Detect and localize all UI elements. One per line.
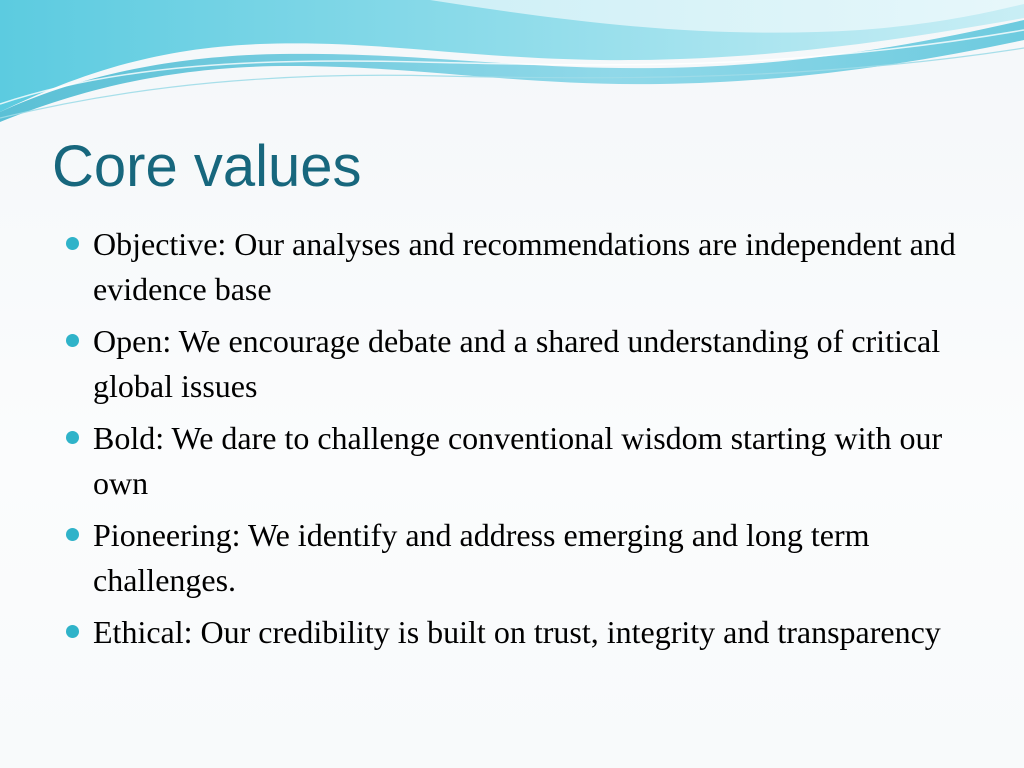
bullet-dot-icon xyxy=(66,334,79,347)
bullet-dot-icon xyxy=(66,625,79,638)
bullet-text: Ethical: Our credibility is built on trust, integrity and transparency xyxy=(93,614,941,650)
bullet-text: Open: We encourage debate and a shared understanding of critical global issues xyxy=(93,323,941,404)
bullet-dot-icon xyxy=(66,237,79,250)
bullet-list xyxy=(64,222,964,662)
bullet-item-open xyxy=(64,319,964,409)
bullet-text: Bold: We dare to challenge conventional wisdom starting with our own xyxy=(93,420,943,501)
bullet-text: Objective: Our analyses and recommendations are independent and evidence base xyxy=(93,226,956,307)
bullet-item-ethical xyxy=(64,610,964,655)
bullet-item-bold xyxy=(64,416,964,506)
bullet-dot-icon xyxy=(66,431,79,444)
bullet-item-pioneering xyxy=(64,513,964,603)
bullet-item-objective xyxy=(64,222,964,312)
bullet-dot-icon xyxy=(66,528,79,541)
decorative-wave-header xyxy=(0,0,1024,130)
bullet-text: Pioneering: We identify and address emerging and long term challenges. xyxy=(93,517,870,598)
slide-title: Core values xyxy=(52,134,362,199)
